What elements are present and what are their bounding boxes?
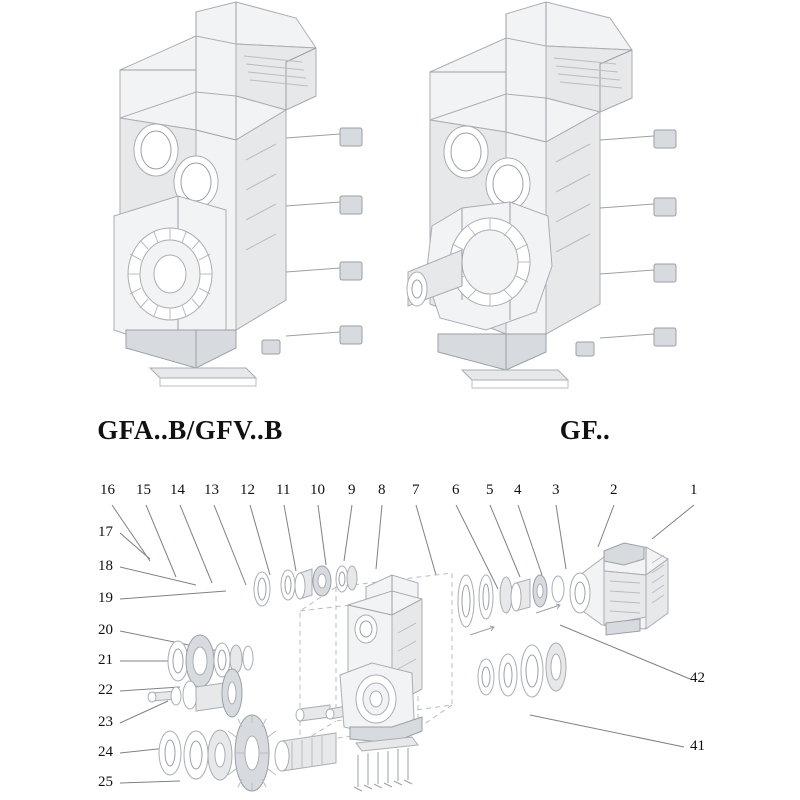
caption-gfa-b-gfv-b: GFA..B/GFV..B xyxy=(97,415,283,445)
callout-23: 23 xyxy=(98,714,113,730)
callout-3: 3 xyxy=(552,482,560,498)
callout-41: 41 xyxy=(690,738,705,754)
callout-19: 19 xyxy=(98,590,113,606)
exploded-view xyxy=(0,465,800,800)
callout-18: 18 xyxy=(98,558,113,574)
callout-5: 5 xyxy=(486,482,494,498)
callout-8: 8 xyxy=(378,482,386,498)
callout-9: 9 xyxy=(348,482,356,498)
callout-17: 17 xyxy=(98,524,113,540)
callout-22: 22 xyxy=(98,682,113,698)
callout-42: 42 xyxy=(690,670,705,686)
callout-14: 14 xyxy=(170,482,185,498)
callout-12: 12 xyxy=(240,482,255,498)
callout-6: 6 xyxy=(452,482,460,498)
callout-21: 21 xyxy=(98,652,113,668)
callout-24: 24 xyxy=(98,744,113,760)
callout-10: 10 xyxy=(310,482,325,498)
callout-15: 15 xyxy=(136,482,151,498)
callout-7: 7 xyxy=(412,482,420,498)
gear-unit-gf-illustration xyxy=(400,0,800,410)
callout-2: 2 xyxy=(610,482,618,498)
callout-1: 1 xyxy=(690,482,698,498)
caption-gf: GF.. xyxy=(559,415,611,445)
callout-16: 16 xyxy=(100,482,115,498)
gear-unit-gfa-b-illustration xyxy=(0,0,400,410)
callout-25: 25 xyxy=(98,774,113,790)
callout-4: 4 xyxy=(514,482,522,498)
callout-11: 11 xyxy=(276,482,291,498)
callout-13: 13 xyxy=(204,482,219,498)
callout-20: 20 xyxy=(98,622,113,638)
